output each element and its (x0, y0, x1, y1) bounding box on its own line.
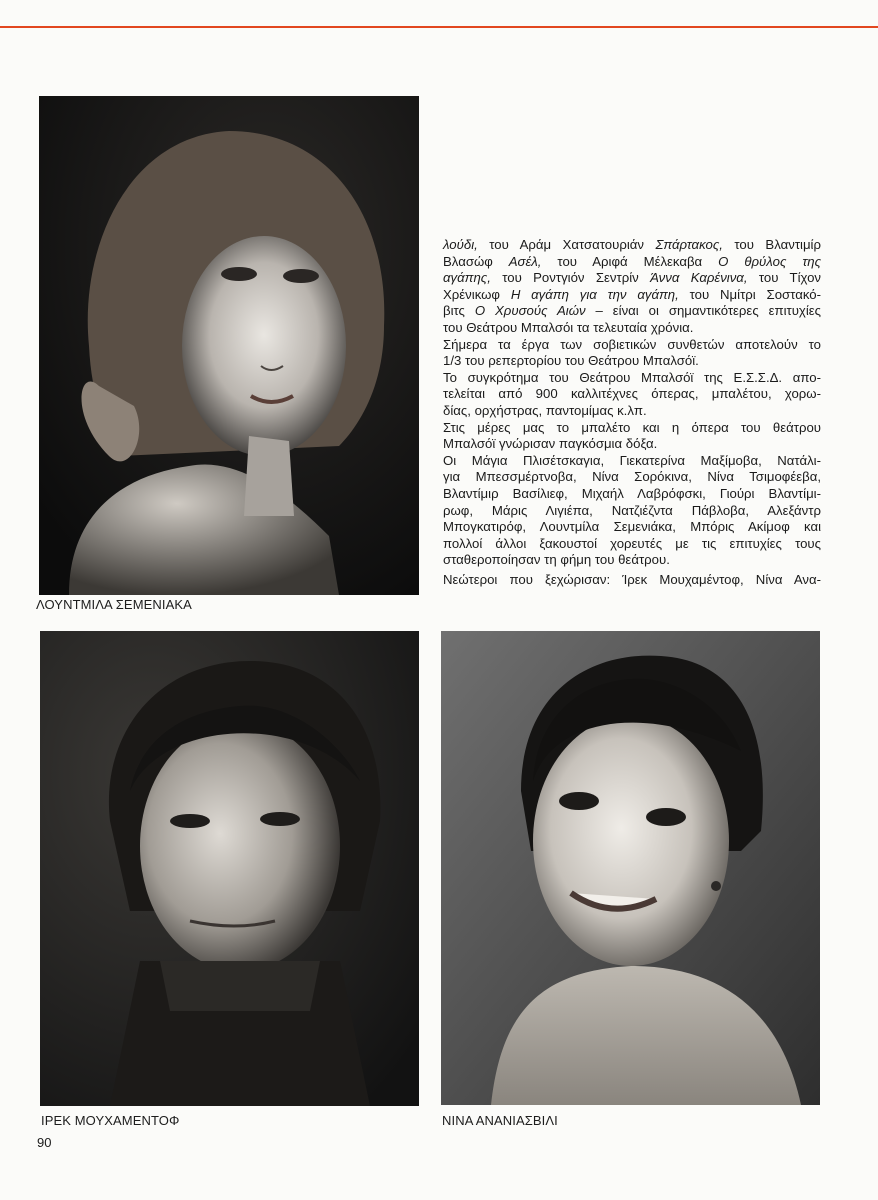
portrait-photo-2-image (40, 631, 419, 1106)
portrait-photo-1-image (39, 96, 419, 595)
article-line: Στις μέρες μας το μπαλέτο και η όπερα του θεάτρου (443, 419, 821, 435)
photo-3-caption: ΝΙΝΑ ΑΝΑΝΙΑΣΒΙΛΙ (442, 1113, 558, 1128)
article-line: τελείται από 900 καλλιτέχνες όπερας, μπαλέτου, χορω- (443, 386, 821, 402)
article-line: Νεώτεροι που ξεχώρισαν: Ίρεκ Μουχαμέντοφ, Νίνα Ανα- (443, 571, 821, 587)
article-line: 1/3 του ρεπερτορίου του Θεάτρου Μπαλσόϊ. (443, 353, 699, 369)
article-line: για Μπεσσμέρτνοβα, Νίνα Σορόκινα, Νίνα Τσιμοφέεβα, (443, 469, 821, 485)
article-line: Μπογκατιρόφ, Λουντμίλα Σεμενιάκα, Μπόρις Ακίμοφ και (443, 519, 821, 535)
article-line: λούδι, του Αράμ Χατσατουριάν Σπάρτακος, του Βλαντιμίρ (443, 237, 821, 252)
portrait-photo-3 (441, 631, 820, 1105)
top-rule (0, 26, 878, 28)
article-line: Βλαντίμιρ Βασίλιεφ, Μιχαήλ Λαβρόφσκι, Γιούρι Βλαντίμι- (443, 485, 821, 501)
article-line: ρωφ, Μάρις Λιγιέπα, Νατζιέζντα Πάβλοβα, Αλεξάντρ (443, 502, 821, 518)
article-line: Βλασώφ Ασέλ, του Αριφά Μέλεκαβα Ο θρύλος της (443, 253, 821, 269)
portrait-photo-1 (39, 96, 419, 595)
article-line: σταθεροποίησαν τη φήμη του θεάτρου. (443, 552, 670, 568)
article-line: βιτς Ο Χρυσούς Αιών – είναι οι σημαντικότερες επιτυχίες (443, 303, 822, 319)
page-number: 90 (37, 1135, 52, 1150)
article-text (443, 237, 821, 588)
photo-1-caption: ΛΟΥΝΤΜΙΛΑ ΣΕΜΕΝΙΑΚΑ (36, 597, 192, 612)
portrait-photo-3-image (441, 631, 820, 1105)
article-line: Χρένικωφ Η αγάπη για την αγάπη, του Νμίτρι Σοστακό- (443, 286, 821, 302)
article-line: Μπαλσόϊ γνώρισαν παγκόσμια δόξα. (443, 436, 658, 452)
portrait-photo-2 (40, 631, 419, 1106)
article-line: Το συγκρότημα του Θεάτρου Μπαλσόϊ της Ε.Σ.Σ.Δ. απο- (443, 369, 821, 385)
article-line: αγάπης, του Ροντγιόν Σεντρίν Άννα Καρένινα, του Τίχον (443, 270, 822, 286)
article-line: του Θεάτρου Μπαλσόι τα τελευταία χρόνια. (443, 319, 694, 335)
article-line: Σήμερα τα έργα των σοβιετικών συνθετών αποτελούν το (443, 336, 821, 352)
article-line: δίας, ορχήστρας, παντομίμας κ.λπ. (443, 402, 647, 418)
article-line: πολλοί άλλοι ξακουστοί χορευτές με τις επιτυχίες τους (443, 535, 821, 551)
article-line: Οι Μάγια Πλισέτσκαγια, Γιεκατερίνα Μαξίμοβα, Νατάλι- (443, 452, 821, 468)
photo-2-caption: ΙΡΕΚ ΜΟΥΧΑΜΕΝΤΟΦ (41, 1113, 180, 1128)
